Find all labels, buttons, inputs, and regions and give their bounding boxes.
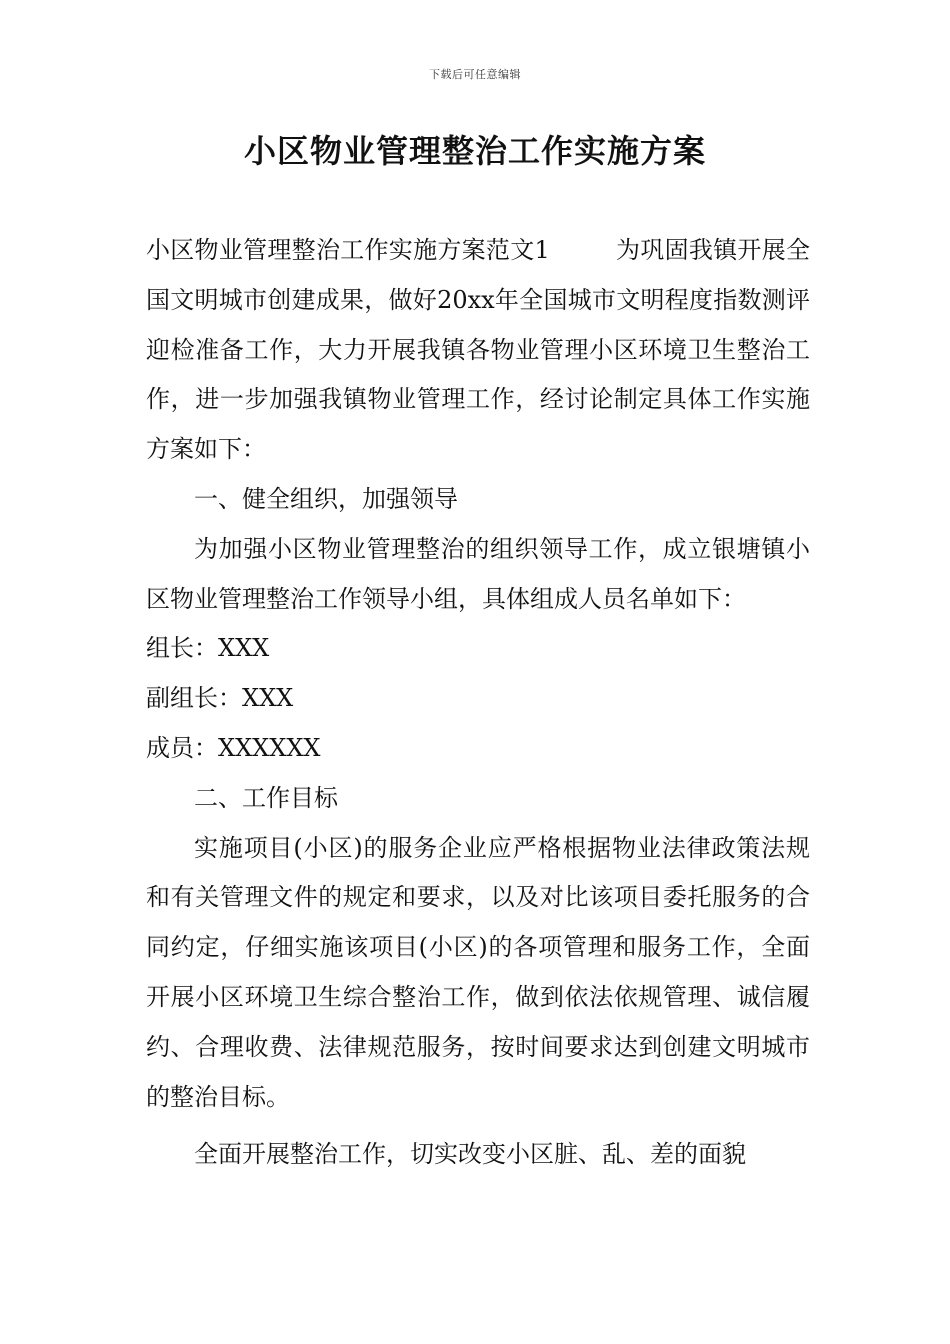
document-title: 小区物业管理整治工作实施方案 (243, 132, 706, 170)
section-1-paragraph: 为加强小区物业管理整治的组织领导工作，成立银塘镇小区物业管理整治工作领导小组，具体组成人员名单如下： (146, 534, 810, 613)
intro-paragraph (146, 226, 810, 475)
header-note: 下载后可任意编辑 (429, 68, 521, 81)
section-2-heading: 二、工作目标 (194, 783, 338, 812)
document-body (146, 226, 810, 1180)
section-1-heading: 一、健全组织，加强领导 (194, 484, 458, 513)
intro-lead: 小区物业管理整治工作实施方案范文1 (146, 236, 550, 264)
members-line: 成员：XXXXXX (146, 733, 321, 762)
intro-text: 为巩固我镇开展全国文明城市创建成果，做好20xx年全国城市文明程度指数测评迎检准备工作，大力开展我镇各物业管理小区环境卫生整治工作，进一步加强我镇物业管理工作，经讨论制定具体工作实施方案如下： (146, 236, 810, 464)
leader-line: 组长：XXX (146, 634, 270, 663)
deputy-leader-line: 副组长：XXX (146, 684, 294, 713)
section-2-paragraph-1: 实施项目(小区)的服务企业应严格根据物业法律政策法规和有关管理文件的规定和要求，以及对比该项目委托服务的合同约定，仔细实施该项目(小区)的各项管理和服务工作，全面开展小区环境卫生综合整治工作，做到依法依规管理、诚信履约、合理收费、法律规范服务，按时间要求达到创建文明城市的整治目标。 (146, 833, 810, 1111)
section-2-paragraph-2: 全面开展整治工作，切实改变小区脏、乱、差的面貌 (194, 1140, 746, 1169)
